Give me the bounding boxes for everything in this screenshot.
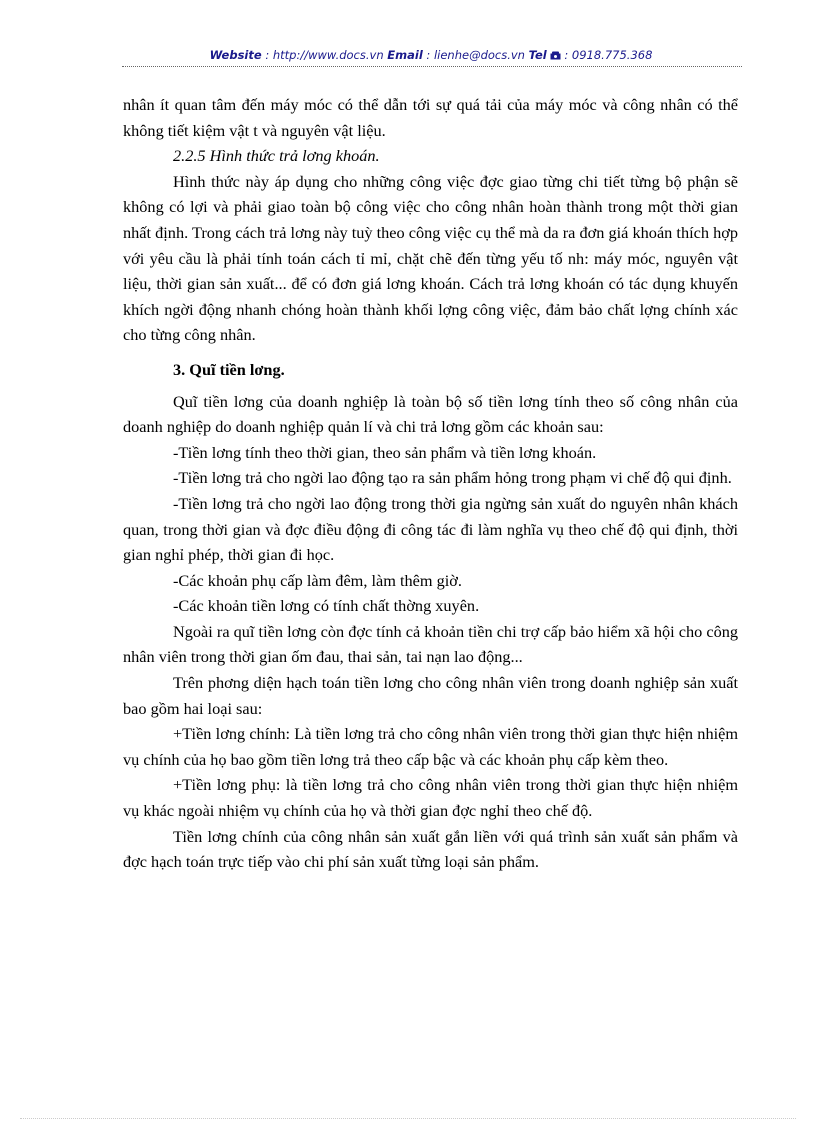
header-divider bbox=[122, 66, 742, 67]
page-header bbox=[122, 48, 740, 62]
list-item: -Tiền lơng tính theo thời gian, theo sản phẩm và tiền lơng khoán. bbox=[173, 442, 597, 462]
section-heading-2-2-5: 2.2.5 Hình thức trả lơng khoán. bbox=[173, 146, 380, 166]
footer-divider bbox=[20, 1118, 796, 1119]
phone-icon bbox=[550, 49, 561, 58]
tel-value: : 0918.775.368 bbox=[560, 48, 653, 62]
email-label: Email bbox=[387, 48, 423, 62]
list-item: +Tiền lơng chính: Là tiền lơng trả cho công nhân viên trong thời gian thực hiện nhiệm vụ chính của họ bao gồm tiền lơng trả theo cấp bậc và các khoản phụ cấp kèm theo. bbox=[123, 724, 738, 769]
section-heading-3: 3. Quĩ tiền lơng. bbox=[173, 359, 285, 379]
paragraph: Tiền lơng chính của công nhân sản xuất gắn liền với quá trình sản xuất sản phẩm và đợc hạch toán trực tiếp vào chi phí sản xuất từng loại sản phẩm. bbox=[123, 826, 738, 872]
website-label: Website bbox=[209, 48, 262, 62]
list-item: -Các khoản tiền lơng có tính chất thờng xuyên. bbox=[173, 596, 480, 616]
list-item: +Tiền lơng phụ: là tiền lơng trả cho công nhân viên trong thời gian thực hiện nhiệm vụ khác ngoài nhiệm vụ chính của họ và thời gian đợc nghỉ theo chế độ. bbox=[123, 775, 738, 821]
paragraph-continuation: nhân ít quan tâm đến máy móc có thể dẫn tới sự quá tải của máy móc và công nhân có thể không tiết kiệm vật t và nguyên vật liệu. bbox=[123, 95, 738, 140]
email-value: : lienhe@docs.vn bbox=[422, 48, 529, 62]
paragraph: Quĩ tiền lơng của doanh nghiệp là toàn bộ số tiền lơng tính theo số công nhân của doanh nghiệp do doanh nghiệp quản lí và chi trả lơng gồm các khoản sau: bbox=[123, 391, 738, 437]
list-item: -Tiền lơng trả cho ngời lao động trong thời gia ngừng sản xuất do nguyên nhân khách quan, trong thời gian và đợc điều động đi công tác đi làm nghĩa vụ theo chế độ qui định, thời gian nghỉ phép, thời gian đi học. bbox=[123, 493, 738, 565]
list-item: -Các khoản phụ cấp làm đêm, làm thêm giờ. bbox=[173, 570, 462, 590]
tel-label: Tel bbox=[528, 48, 547, 62]
list-item: -Tiền lơng trả cho ngời lao động tạo ra sản phẩm hỏng trong phạm vi chế độ qui định. bbox=[173, 468, 732, 488]
paragraph: Trên phơng diện hạch toán tiền lơng cho công nhân viên trong doanh nghiệp sản xuất bao gồm hai loại sau: bbox=[123, 673, 738, 718]
website-value: : http://www.docs.vn bbox=[261, 48, 388, 62]
document-body bbox=[123, 92, 738, 875]
paragraph: Ngoài ra quĩ tiền lơng còn đợc tính cả khoản tiền chi trợ cấp bảo hiểm xã hội cho công nhân viên trong thời gian ốm đau, thai sản, tai nạn lao động... bbox=[123, 621, 738, 667]
paragraph: Hình thức này áp dụng cho những công việc đợc giao từng chi tiết từng bộ phận sẽ không có lợi và phải giao toàn bộ công việc cho công nhân hoàn thành trong một thời gian nhất định. Trong cách trả lơng này tuỳ theo công việc cụ thể mà da ra đơn giá khoán thích hợp với yêu cầu là phải tính toán cách tỉ mỉ, chặt chẽ đến từng yếu tố nh: máy móc, nguyên vật liệu, thời gian sản xuất... để có đơn giá lơng khoán. Cách trả lơng khoán có tác dụng khuyến khích ngời động nhanh chóng hoàn thành khối lợng công việc, đảm bảo chất lợng chính xác cho từng công nhân. bbox=[123, 171, 738, 345]
